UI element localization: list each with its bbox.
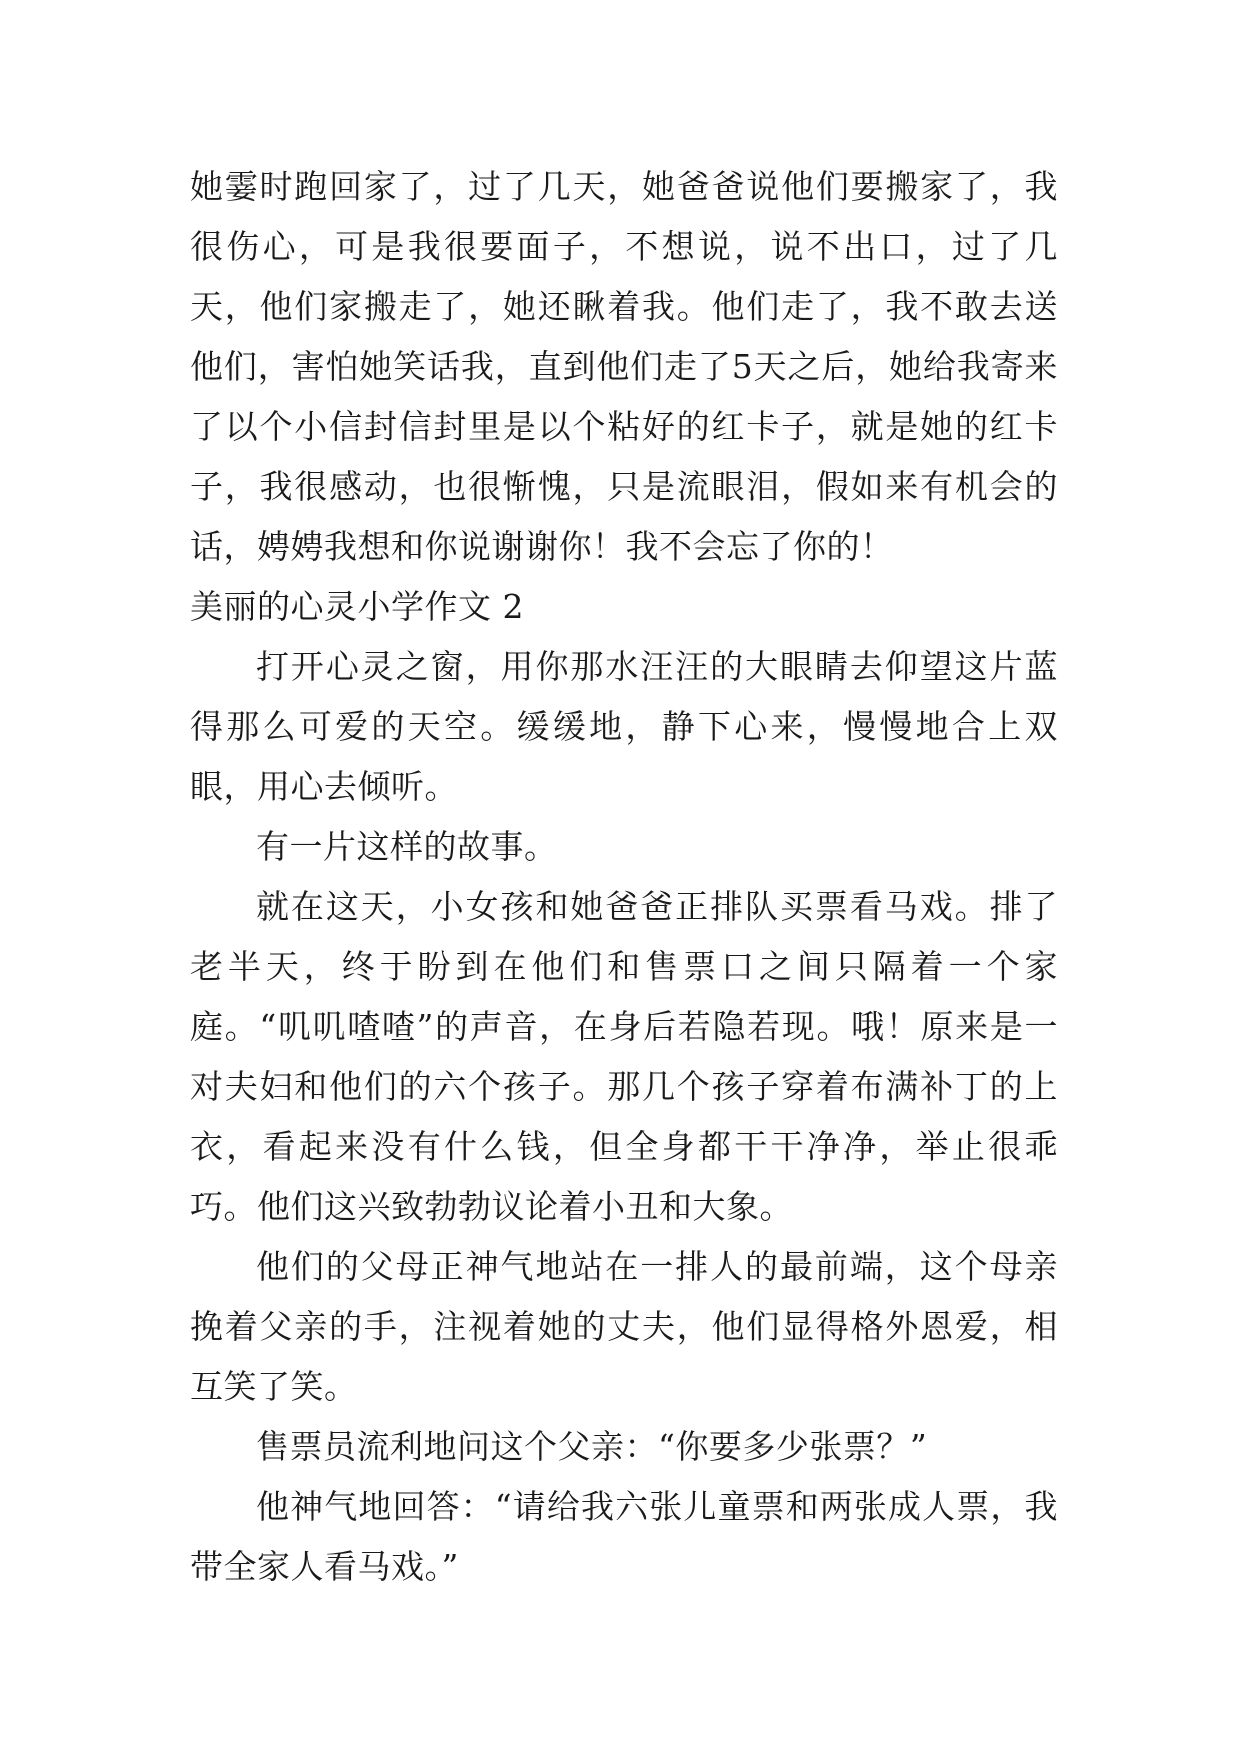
paragraph-2: 打开心灵之窗，用你那水汪汪的大眼睛去仰望这片蓝得那么可爱的天空。缓缓地，静下心来，慢慢地合上双眼，用心去倾听。 [190, 647, 1058, 806]
paragraph-3: 有一片这样的故事。 [256, 827, 558, 866]
paragraph-7: 他神气地回答：“请给我六张儿童票和两张成人票，我带全家人看马戏。” [190, 1487, 1058, 1586]
section-heading: 美丽的心灵小学作文 2 [190, 587, 524, 626]
paragraph-6: 售票员流利地问这个父亲：“你要多少张票？” [256, 1427, 928, 1466]
paragraph-5: 他们的父母正神气地站在一排人的最前端，这个母亲挽着父亲的手，注视着她的丈夫，他们显得格外恩爱，相互笑了笑。 [190, 1247, 1058, 1406]
paragraph-1: 她霎时跑回家了，过了几天，她爸爸说他们要搬家了，我很伤心，可是我很要面子，不想说，说不出口，过了几天，他们家搬走了，她还瞅着我。他们走了，我不敢去送他们，害怕她笑话我，直到他们走了5天之后，她给我寄来了以个小信封信封里是以个粘好的红卡子，就是她的红卡子，我很感动，也很惭愧，只是流眼泪，假如来有机会的话，娉娉我想和你说谢谢你！我不会忘了你的！ [190, 167, 1058, 566]
document-body [190, 157, 1058, 1597]
paragraph-4: 就在这天，小女孩和她爸爸正排队买票看马戏。排了老半天，终于盼到在他们和售票口之间只隔着一个家庭。“叽叽喳喳”的声音，在身后若隐若现。哦！原来是一对夫妇和他们的六个孩子。那几个孩子穿着布满补丁的上衣，看起来没有什么钱，但全身都干干净净，举止很乖巧。他们这兴致勃勃议论着小丑和大象。 [190, 887, 1058, 1226]
